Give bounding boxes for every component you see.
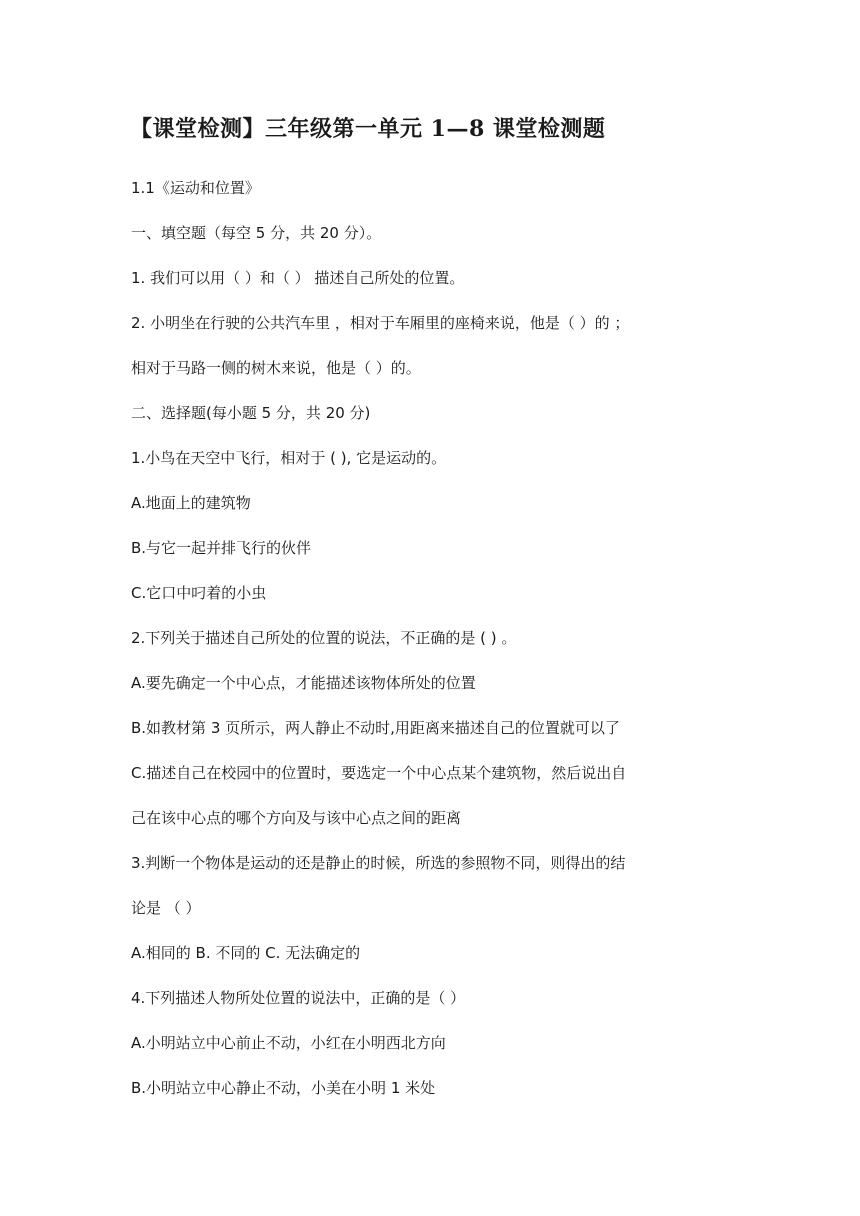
answer-option: A.地面上的建筑物 <box>131 494 251 512</box>
question-text: 3.判断一个物体是运动的还是静止的时候，所选的参照物不同，则得出的结 <box>131 854 626 872</box>
answer-option: B.如教材第 3 页所示，两人静止不动时,用距离来描述自己的位置就可以了 <box>131 719 620 737</box>
question-text: 2.下列关于描述自己所处的位置的说法，不正确的是 ( ) 。 <box>131 629 517 647</box>
answer-option: C.描述自己在校园中的位置时，要选定一个中心点某个建筑物，然后说出自 <box>131 764 627 782</box>
question-text: 1. 我们可以用（ ）和（ ） 描述自己所处的位置。 <box>131 269 465 287</box>
page-title: 【课堂检测】三年级第一单元 1—8 课堂检测题 <box>130 116 606 142</box>
question-text: 4.下列描述人物所处位置的说法中，正确的是（ ） <box>131 989 466 1007</box>
answer-option: B.小明站立中心静止不动，小美在小明 1 米处 <box>131 1079 436 1097</box>
question-text-continued: 论是 （ ） <box>131 899 201 917</box>
question-text-continued: 相对于马路一侧的树木来说，他是（ ）的。 <box>131 359 421 377</box>
question-group-heading: 二、选择题(每小题 5 分，共 20 分) <box>131 404 371 422</box>
answer-option-continued: 己在该中心点的哪个方向及与该中心点之间的距离 <box>131 809 462 827</box>
answer-option: B.与它一起并排飞行的伙伴 <box>131 539 312 557</box>
answer-option: C.它口中叼着的小虫 <box>131 584 267 602</box>
question-text: 1.小鸟在天空中飞行，相对于 ( ), 它是运动的。 <box>131 449 447 467</box>
question-group-heading: 一、填空题（每空 5 分，共 20 分）。 <box>131 224 382 242</box>
answer-option: A.要先确定一个中心点，才能描述该物体所处的位置 <box>131 674 476 692</box>
question-text: 2. 小明坐在行驶的公共汽车里 ，相对于车厢里的座椅来说，他是（ ）的 ； <box>131 314 630 332</box>
answer-options-row: A.相同的 B. 不同的 C. 无法确定的 <box>131 944 361 962</box>
section-heading: 1.1《运动和位置》 <box>131 179 260 197</box>
answer-option: A.小明站立中心前止不动，小红在小明西北方向 <box>131 1034 446 1052</box>
